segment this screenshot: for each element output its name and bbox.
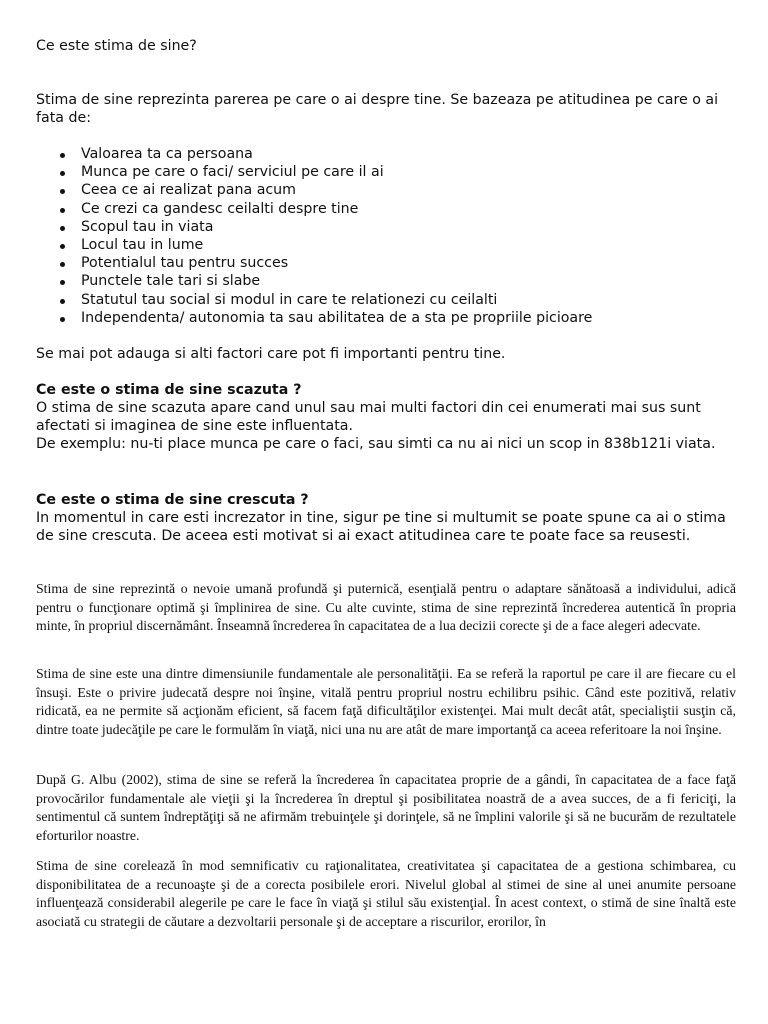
section-heading: Ce este o stima de sine scazuta ? (36, 382, 302, 398)
list-item: Potentialul tau pentru succes (36, 254, 736, 272)
factor-list (36, 145, 736, 327)
bullet-icon (60, 262, 65, 267)
section-high-self-esteem (36, 491, 736, 545)
bullet-icon (60, 299, 65, 304)
body-paragraph: După G. Albu (2002), stima de sine se referă la încrederea în capacitatea proprie de a gândi, în capacitatea de a face faţă provocărilor fundamentale ale vieţii şi la încrederea în dreptul şi posibilitatea noastră de a avea succes, de a fi fericiţi, la sentimentul că suntem îndreptăţiţi să ne afirmăm trebuinţele şi dorinţele, să ne împlini valorile şi să ne bucurăm de rezultatele eforturilor noastre. (36, 772, 736, 843)
list-item: Valoarea ta ca persoana (36, 145, 736, 163)
body-paragraph: Stima de sine reprezintă o nevoie umană profundă şi puternică, esenţială pentru o adaptare sănătoasă a individului, adică pentru o funcţionare optimă şi împlinirea de sine. Cu alte cuvinte, stima de sine reprezintă încrederea autentică în propria minte, în propriul discernământ. Înseamnă încrederea în capacitatea de a lua decizii corecte şi de a face alegeri adecvate. (36, 581, 736, 633)
list-item: Punctele tale tari si slabe (36, 272, 736, 290)
bullet-icon (60, 244, 65, 249)
list-item: Statutul tau social si modul in care te relationezi cu ceilalti (36, 291, 736, 309)
list-item: Scopul tau in viata (36, 218, 736, 236)
body-paragraph: Stima de sine corelează în mod semnificativ cu raţionalitatea, creativitatea şi capacitatea de a gestiona schimbarea, cu disponibilitatea de a recunoaşte şi de a corecta posibilele erori. Nivelul global al stimei de sine al unei anumite persoane influenţează considerabil alegerile pe care le face în viaţă şi stilul său existenţial. În acest context, o stimă de sine înaltă este asociată cu strategii de căutare a dezvoltarii personale şi de acceptare a riscurilor, erorilor, în (36, 858, 736, 929)
section-heading: Ce este o stima de sine crescuta ? (36, 492, 309, 508)
list-item: Ceea ce ai realizat pana acum (36, 181, 736, 199)
bullet-icon (60, 317, 65, 322)
bullet-icon (60, 280, 65, 285)
bullet-icon (60, 189, 65, 194)
section-example: De exemplu: nu-ti place munca pe care o faci, sau simti ca nu ai nici un scop in 838b121i viata. (36, 436, 716, 452)
list-item: Ce crezi ca gandesc ceilalti despre tine (36, 200, 736, 218)
bullet-icon (60, 171, 65, 176)
section-text: In momentul in care esti increzator in tine, sigur pe tine si multumit se poate spune ca ai o stima de sine crescuta. De aceea esti motivat si ai exact atitudinea care te poate face sa reusesti. (36, 510, 726, 544)
section-text: O stima de sine scazuta apare cand unul sau mai multi factori din cei enumerati mai sus sunt afectati si imaginea de sine este influentata. (36, 400, 701, 434)
intro-paragraph: Stima de sine reprezinta parerea pe care o ai despre tine. Se bazeaza pe atitudinea pe care o ai fata de: (36, 92, 719, 126)
list-item: Munca pe care o faci/ serviciul pe care il ai (36, 163, 736, 181)
document-title: Ce este stima de sine? (36, 38, 197, 54)
list-item: Locul tau in lume (36, 236, 736, 254)
after-list-paragraph: Se mai pot adauga si alti factori care pot fi importanti pentru tine. (36, 346, 506, 362)
bullet-icon (60, 226, 65, 231)
bullet-icon (60, 153, 65, 158)
body-paragraph: Stima de sine este una dintre dimensiunile fundamentale ale personalităţii. Ea se referă la raportul pe care il are fiecare cu el însuşi. Este o privire judecată despre noi înşine, vitală pentru propriul nostru echilibru psihic. Când este pozitivă, relativ ridicată, ea ne permite să acţionăm eficient, să facem faţă dificultăţilor existenţei. Mai mult decât atât, specialiştii susţin că, dintre toate judecăţile pe care le formulăm în viaţă, nici una nu are atât de mare importanţă ca aceea referitoare la noi înşine. (36, 666, 736, 737)
list-item: Independenta/ autonomia ta sau abilitatea de a sta pe propriile picioare (36, 309, 736, 327)
section-low-self-esteem (36, 381, 736, 453)
bullet-icon (60, 208, 65, 213)
